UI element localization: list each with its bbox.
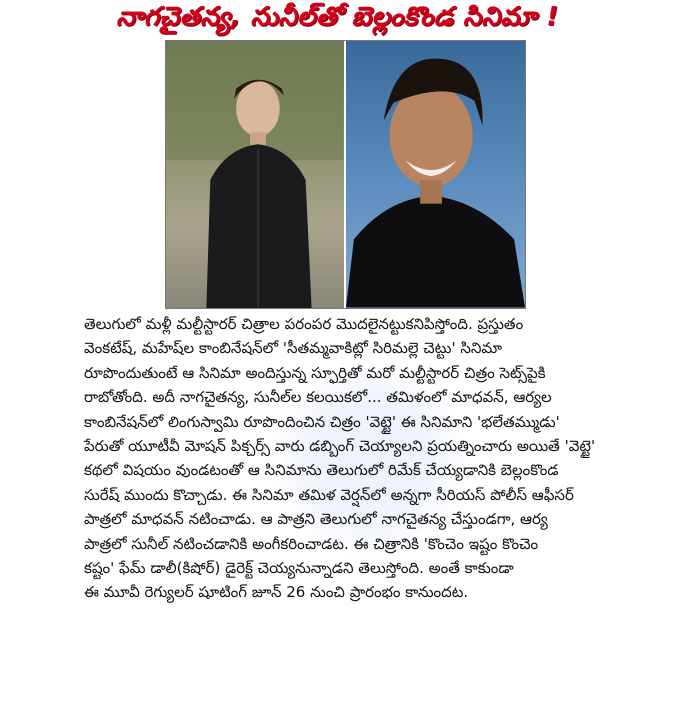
article-line: కాంబినేషన్‌లో లింగుస్వామి రూపొందించిన చిత్రం 'వెట్టై' ఈ సినిమాని 'భలేతమ్ముడు' (84, 412, 560, 431)
article-line: రూపొందుతుంటే ఆ సినిమా అందిస్తున్న స్ఫూర్తితో మరో మల్టీస్టారర్ చిత్రం సెట్స్‌పైకి (84, 363, 546, 382)
article-line: కథలో విషయం వుండటంతో ఆ సినిమాను తెలుగులో రిమేక్ చేయ్యడానికి బెల్లంకొండ (84, 461, 559, 480)
right-person-photo (346, 41, 525, 308)
photo-collage (165, 40, 526, 309)
article-body (84, 312, 604, 605)
person-photo-icon (346, 41, 525, 308)
headline-bar (0, 0, 675, 40)
article-line: తెలుగులో మళ్లీ మల్టీస్టారర్ చిత్రాల పరంపర మొదలైనట్టుకనిపిస్తోంది. ప్రస్తుతం (84, 315, 524, 333)
article-line: పేరుతో యూటీవీ మోషన్ పిక్చర్స్ వారు డబ్బింగ్ చెయ్యాలని ప్రయత్నించారు అయితే 'వెట్టై' (84, 437, 596, 456)
headline: నాగచైతన్య, సునీల్‌తో బెల్లంకొండ సినిమా ! (116, 2, 559, 32)
article-line: ఈ మూవీ రెగ్యులర్ షూటింగ్ జూన్ 26 నుంచి ప్రారంభం కానుందట. (84, 583, 469, 602)
left-person-photo (166, 41, 346, 308)
article-line: కష్టం' ఫేమ్ డాలీ(కిషోర్) డైరెక్ట్ చెయ్యనున్నాడని తెలుస్తోంది. అంతే కాకుండా (84, 559, 514, 578)
article-line: రాబోతోంది. అదీ నాగచైతన్య, సునీల్‌ల కలయికలో... తమిళంలో మాధవన్, ఆర్యల (84, 388, 552, 407)
article-line: సురేష్ ముందు కొచ్చాడు. ఈ సినిమా తమిళ వెర్షన్‌లో అన్నగా సీరియస్ పోలీస్ ఆఫీసర్ (84, 485, 574, 504)
article-line: పాత్రలో మాధవన్ నటించాడు. ఆ పాత్రని తెలుగులో నాగచైతన్య చేస్తుండగా, ఆర్య (84, 510, 548, 529)
article-line: వెంకటేష్, మహేష్‌ల కాంబినేషన్‌లో 'సీతమ్మవాకిట్లో సిరిమల్లె చెట్టు' సినిమా (84, 339, 503, 358)
person-photo-icon (166, 41, 344, 308)
article-line: పాత్రలో సునీల్ నటించడానికి అంగీకరించాడట. ఈ చిత్రానికి 'కొంచెం ఇష్టం కొంచెం (84, 534, 539, 553)
